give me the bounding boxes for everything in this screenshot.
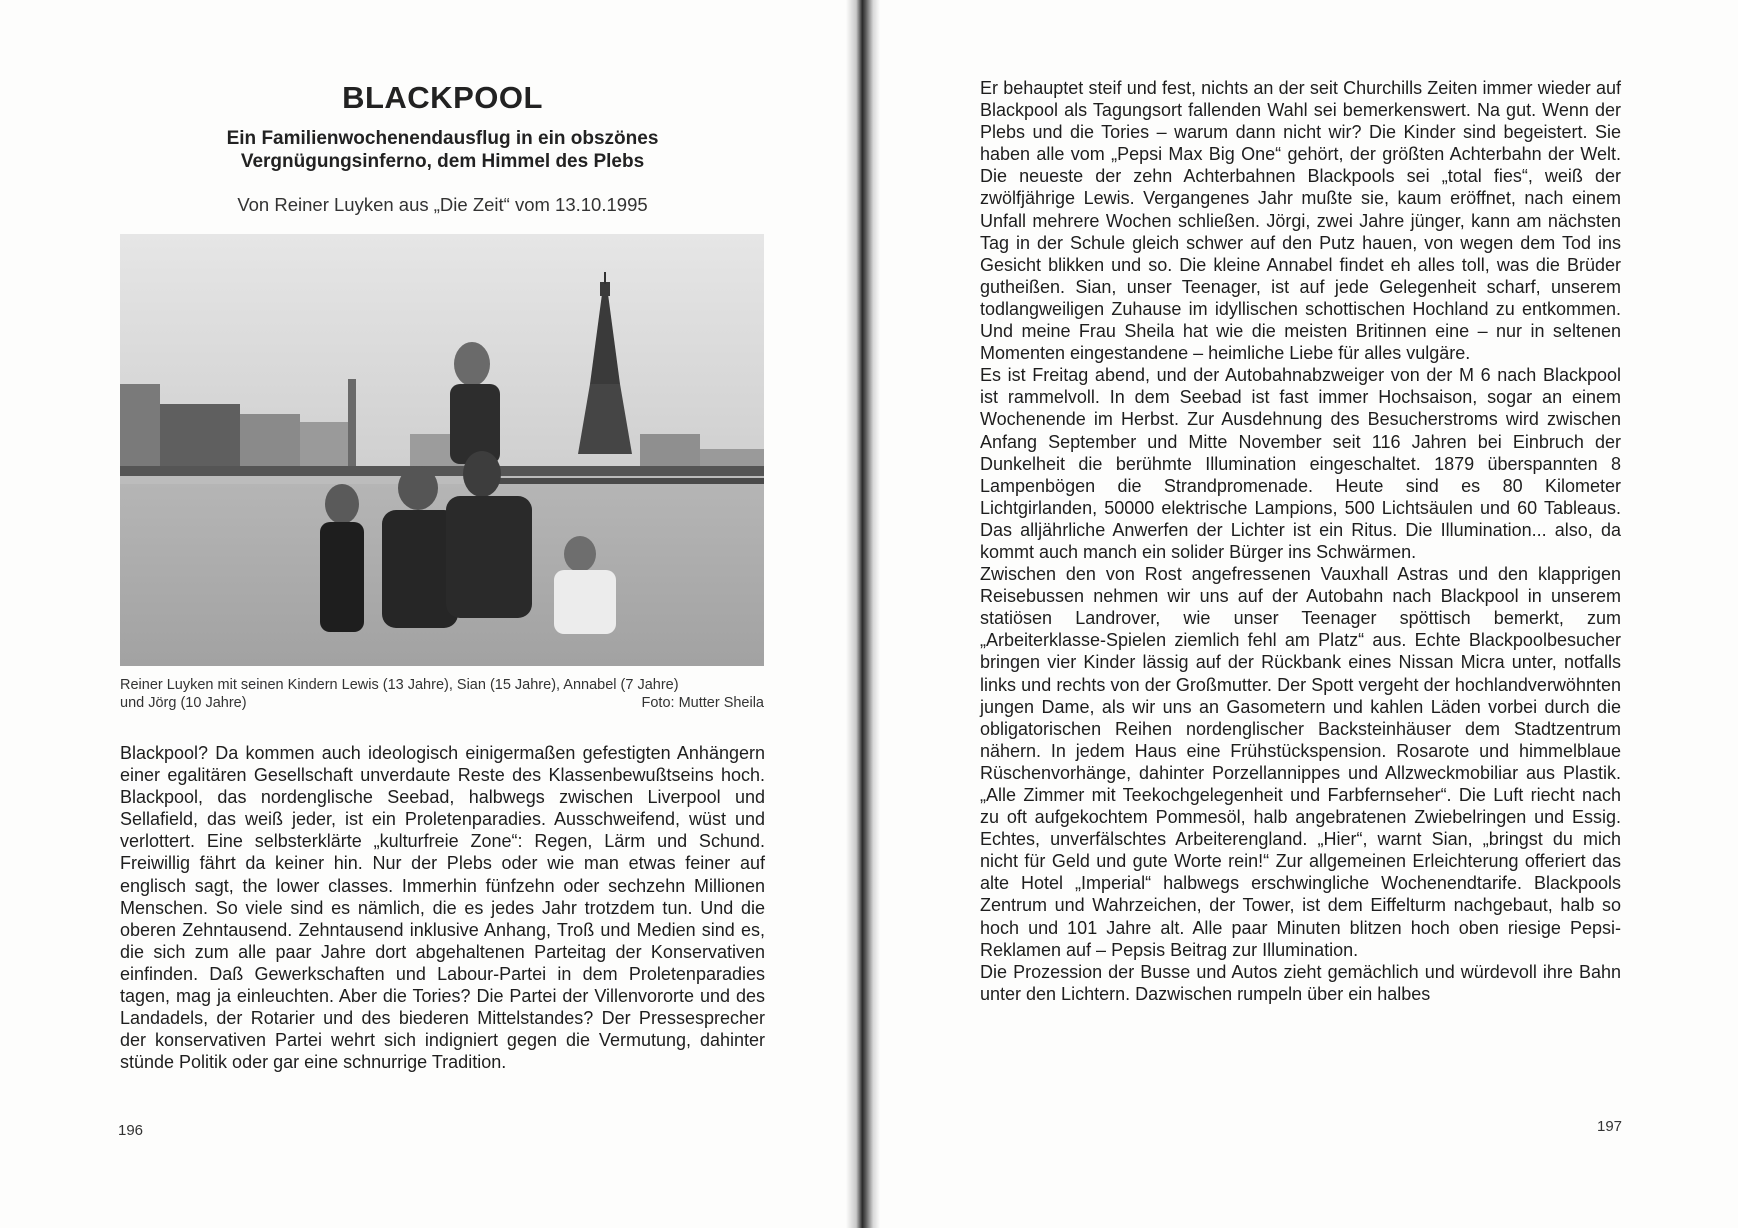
caption-line-2: und Jörg (10 Jahre) (120, 695, 247, 711)
right-paragraph-3: Zwischen den von Rost angefressenen Vauxhall Astras und den klapprigen Reisebussen nehmen wir uns auf der Autobahn nach Blackpool in unserem statiösen Landrover, wie unser Teenager spöttisch bemerkt, zum „Arbeiterklasse-Spielen ziemlich fehl am Platz“ aus. Echte Blackpoolbesucher bringen vier Kinder lässig auf der Rückbank eines Nissan Micra unter, notfalls links und rechts von der Großmutter. Der Spott vergeht der hochlandverwöhnten jungen Dame, als wir uns an Gasometern und kahlen Läden vorbei durch die obligatorischen Reihen nordenglischer Backsteinhäuser dem Stadtzentrum nähern. In jedem Haus eine Frühstückspension. Rosarote und himmelblaue Rüschenvorhänge, dahinter Porzellannippes und Allzweckmobiliar aus Plastik. „Alle Zimmer mit Teekochgelegenheit und Farbfernseher“. Die Luft riecht nach zu oft aufgekochtem Pommesöl, halb angebratenen Zwiebelringen und Essig. Echtes, unverfälschtes Arbeiterengland. „Hier“, warnt Sian, „bringst du mich nicht für Geld und gute Worte rein!“ Zur allgemeinen Erleichterung offeriert das alte Hotel „Imperial“ halbwegs erschwingliche Wochenendtarife. Blackpools Zentrum und Wahrzeichen, der Tower, ist dem Eiffelturm nachgebaut, halb so hoch und 101 Jahre alt. Alle paar Minuten blitzen hoch oben riesige Pepsi-Reklamen auf – Pepsis Beitrag zur Illumination. (980, 564, 1621, 960)
right-paragraph-4: Die Prozession der Busse und Autos zieht gemächlich und würdevoll ihre Bahn unter den Lichtern. Dazwischen rumpeln über ein halbes (980, 961, 1621, 1004)
subtitle-line-1: Ein Familienwochenendausflug in ein obszönes (226, 128, 659, 149)
right-body-text (980, 77, 1621, 1005)
right-paragraph-2: Es ist Freitag abend, und der Autobahnabzweiger von der M 6 nach Blackpool ist rammelvoll. In dem Seebad ist fast immer Hochsaison, sogar an einem Wochenende im Herbst. Zur Ausdehnung des Besucherstroms wird zwischen Anfang September und Mitte November seit 116 Jahren bei Einbruch der Dunkelheit die berühmte Illumination eingeschaltet. 1879 überspannten 8 Lampenbögen die Strandpromenade. Heute sind es 80 Kilometer Lichtgirlanden, 50000 elektrische Lampions, 500 Lichtsäulen und 60 Tableaus. Das alljährliche Anwerfen der Lichter ist ein Ritus. Die Illumination... also, da kommt auch manch ein solider Bürger ins Schwärmen. (980, 365, 1621, 562)
page-number-left: 196 (118, 1122, 144, 1139)
family-photo (120, 234, 764, 666)
article-byline: Von Reiner Luyken aus „Die Zeit“ vom 13.10.1995 (237, 194, 648, 215)
photo-credit: Foto: Mutter Sheila (641, 695, 764, 711)
left-page (0, 0, 862, 1228)
article-title: BLACKPOOL (342, 80, 543, 115)
left-body-text (120, 742, 765, 1073)
right-paragraph-1: Er behauptet steif und fest, nichts an der seit Churchills Zeiten immer wieder auf Blackpool als Tagungsort fallenden Wahl sei bemerkenswert. Na gut. Wenn der Plebs und die Tories – warum dann nicht wir? Die Kinder sind begeistert. Sie haben alle vom „Pepsi Max Big One“ gehört, der größten Achterbahn der Welt. Die neueste der zehn Achterbahnen Blackpools sei „total fies“, weiß der zwölfjährige Lewis. Vergangenes Jahr mußte sie, kaum eröffnet, nach einem Unfall mehrere Wochen schließen. Jörgi, zwei Jahre jünger, kann am nächsten Tag in der Schule gleich schwer auf den Putz hauen, von wegen dem Tod ins Gesicht blikken und so. Die kleine Annabel findet eh alles toll, was die Brüder gutheißen. Sian, unser Teenager, ist auf jede Gelegenheit scharf, unserem todlangweiligen Zuhause im idyllischen schottischen Hochland zu entkommen. Und meine Frau Sheila hat wie die meisten Britinnen eine – nur in seltenen Momenten eingestandene – heimliche Liebe für alles vulgäre. (980, 78, 1621, 364)
left-paragraph: Blackpool? Da kommen auch ideologisch einigermaßen gefestigten Anhängern einer egalitären Gesellschaft unverdaute Reste des Klassenbewußtseins hoch. Blackpool, das nordenglische Seebad, halbwegs zwischen Liverpool und Sellafield, das weiß jeder, ist ein Proletenparadies. Ausschweifend, wüst und verlottert. Eine selbsterklärte „kulturfreie Zone“: Regen, Lärm und Schund. Freiwillig fährt da keiner hin. Nur der Plebs oder wie man etwas feiner auf englisch sagt, the lower classes. Immerhin fünfzehn oder sechzehn Millionen Menschen. So viele sind es nämlich, die es jedes Jahr trotzdem tun. Und die oberen Zehntausend. Zehntausend inklusive Anhang, Troß und Medien sind es, die sich zum alle paar Jahre dort abgehaltenen Parteitag der Konservativen einfinden. Daß Gewerkschaften und Labour-Partei in dem Proletenparadies tagen, mag ja einleuchten. Aber die Tories? Die Partei der Villenvororte und des Landadels, der Rotarier und des biederen Mittelstandes? Der Pressesprecher der konservativen Partei wehrt sich indigniert gegen die Vermutung, dahinter stünde Politik oder gar eine schnurrige Tradition. (120, 743, 765, 1073)
caption-line-1: Reiner Luyken mit seinen Kindern Lewis (13 Jahre), Sian (15 Jahre), Annabel (7 Jahre) (120, 677, 679, 693)
page-number-right: 197 (1597, 1118, 1623, 1135)
photo-caption (120, 676, 764, 712)
article-subtitle (120, 127, 765, 173)
beach-tower-photo (120, 234, 764, 666)
subtitle-line-2: Vergnügungsinferno, dem Himmel des Plebs (240, 151, 645, 172)
